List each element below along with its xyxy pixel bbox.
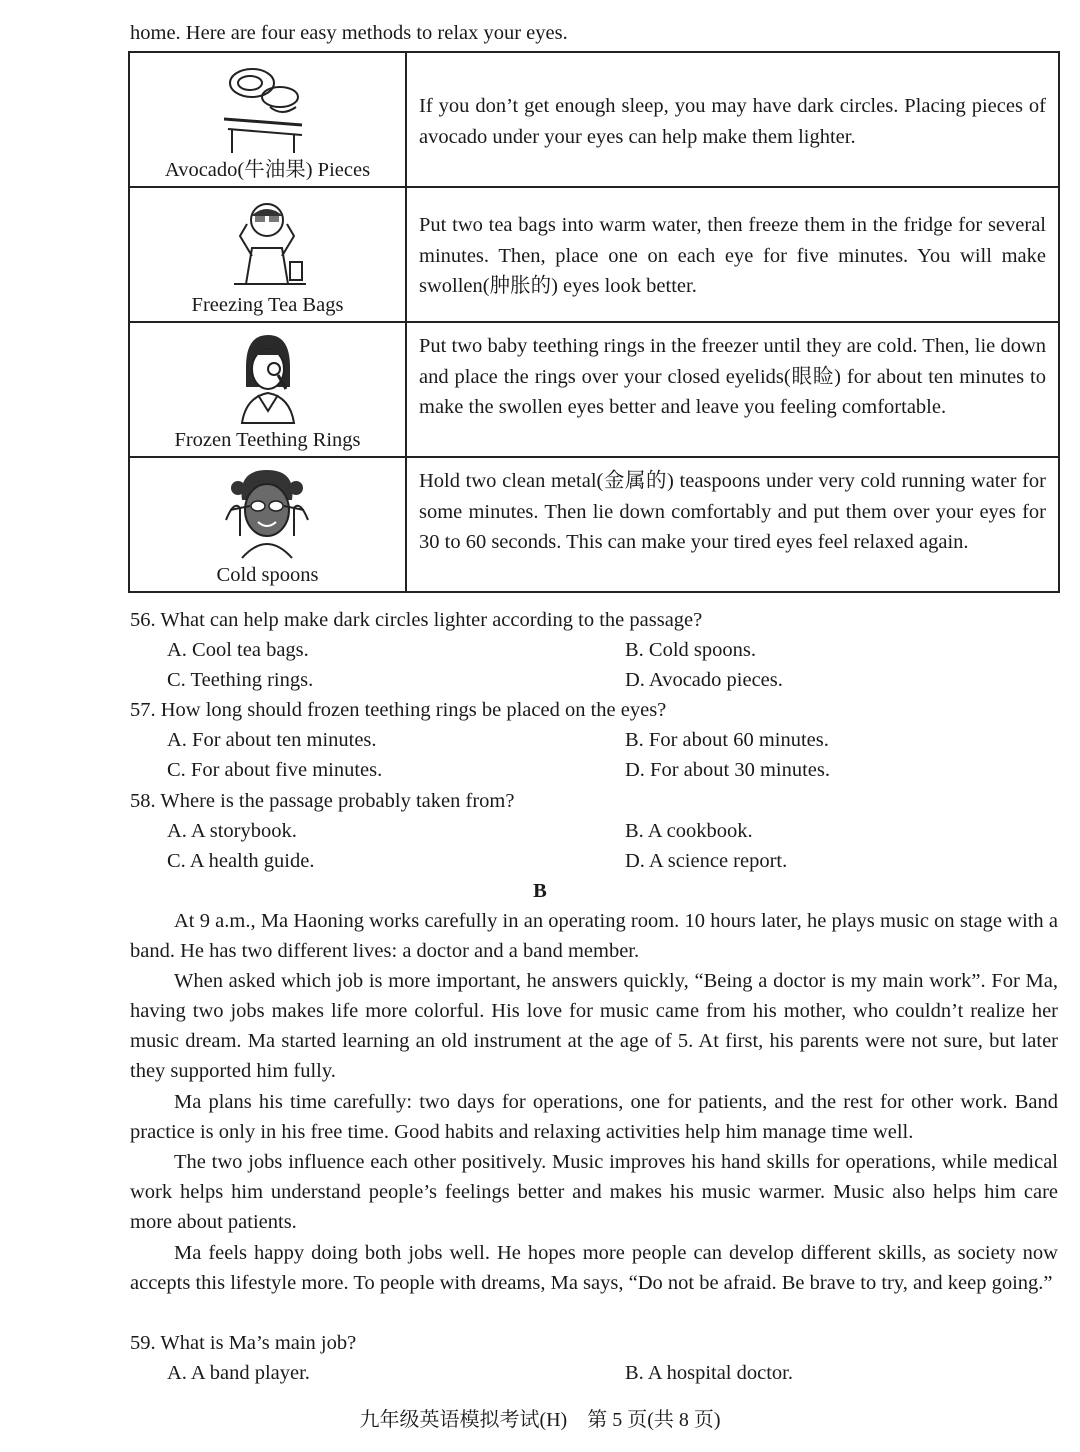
passage-paragraph: At 9 a.m., Ma Haoning works carefully in an operating room. 10 hours later, he plays music on stage with a band. He has two different lives: a doctor and a band member. <box>130 910 1058 963</box>
method-description-cell <box>406 322 1059 457</box>
option-56-d: D. Avocado pieces. <box>625 669 783 691</box>
option-57-b: B. For about 60 minutes. <box>625 729 829 751</box>
option-58-a: A. A storybook. <box>167 820 297 842</box>
method-description: Put two baby teething rings in the freezer until they are cold. Then, lie down and place the rings over your closed eyelids(眼睑) for about ten minutes to make the swollen eyes better and leave you feeling comfortable. <box>419 335 1046 418</box>
method-description-cell <box>406 457 1059 592</box>
question-56: 56. What can help make dark circles lighter according to the passage? <box>130 609 703 631</box>
option-58-b: B. A cookbook. <box>625 820 753 842</box>
method-caption: Freezing Tea Bags <box>191 294 344 316</box>
option-56-b: B. Cold spoons. <box>625 639 756 661</box>
option-56-a: A. Cool tea bags. <box>167 639 309 661</box>
section-b-heading: B <box>533 880 547 902</box>
passage-paragraph: Ma plans his time carefully: two days for operations, one for patients, and the rest for other work. Band practice is only in his free time. Good habits and relaxing activities help him manage time well. <box>130 1091 1058 1144</box>
option-59-a: A. A band player. <box>167 1362 310 1384</box>
method-picture-cell <box>129 52 406 187</box>
method-description: If you don’t get enough sleep, you may have dark circles. Placing pieces of avocado under your eyes can help make them lighter. <box>419 95 1046 148</box>
method-description-cell <box>406 187 1059 322</box>
passage-paragraph: Ma feels happy doing both jobs well. He hopes more people can develop different skills, as society now accepts this lifestyle more. To people with dreams, Ma says, “Do not be afraid. Be brave to try, and keep going.” <box>130 1242 1058 1295</box>
option-57-c: C. For about five minutes. <box>167 759 383 781</box>
method-description: Hold two clean metal(金属的) teaspoons under very cold running water for some minutes. Then lie down comfortably and put them over your eyes for 30 to 60 seconds. This can make your tired eyes feel relaxed again. <box>419 470 1046 553</box>
method-description-cell <box>406 52 1059 187</box>
method-picture-cell <box>129 187 406 322</box>
method-picture-cell <box>129 457 406 592</box>
teething-rings-icon <box>222 331 312 425</box>
method-picture-cell <box>129 322 406 457</box>
question-58: 58. Where is the passage probably taken from? <box>130 790 515 812</box>
cold-spoons-icon <box>222 466 312 560</box>
option-57-d: D. For about 30 minutes. <box>625 759 830 781</box>
method-row-tea-bags <box>129 187 1059 322</box>
methods-table <box>128 51 1060 593</box>
option-56-c: C. Teething rings. <box>167 669 314 691</box>
option-57-a: A. For about ten minutes. <box>167 729 377 751</box>
option-59-b: B. A hospital doctor. <box>625 1362 793 1384</box>
tea-bags-icon <box>222 196 312 290</box>
intro-text: home. Here are four easy methods to relax your eyes. <box>130 22 568 44</box>
method-caption: Cold spoons <box>216 564 319 586</box>
question-59: 59. What is Ma’s main job? <box>130 1332 357 1354</box>
method-caption: Avocado(牛油果) Pieces <box>164 159 371 181</box>
method-description: Put two tea bags into warm water, then freeze them in the fridge for several minutes. Then, place one on each eye for five minutes. You will make swollen(肿胀的) eyes look better. <box>419 214 1046 297</box>
method-row-cold-spoons <box>129 457 1059 592</box>
passage-paragraph: When asked which job is more important, he answers quickly, “Being a doctor is my main work”. For Ma, having two jobs makes life more colorful. His love for music came from his mother, who couldn’t realize her music dream. Ma started learning an old instrument at the age of 5. At first, his parents were not sure, but later they supported him fully. <box>130 970 1058 1083</box>
question-57: 57. How long should frozen teething rings be placed on the eyes? <box>130 699 667 721</box>
method-row-avocado <box>129 52 1059 187</box>
method-caption: Frozen Teething Rings <box>174 429 361 451</box>
option-58-c: C. A health guide. <box>167 850 315 872</box>
avocado-icon <box>222 61 312 155</box>
method-row-teething-rings <box>129 322 1059 457</box>
passage-paragraph: The two jobs influence each other positively. Music improves his hand skills for operations, while medical work helps him understand people’s feelings better and makes his music warmer. Music also helps him care more about patients. <box>130 1151 1058 1234</box>
option-58-d: D. A science report. <box>625 850 788 872</box>
page-footer: 九年级英语模拟考试(H) 第 5 页(共 8 页) <box>359 1409 721 1431</box>
